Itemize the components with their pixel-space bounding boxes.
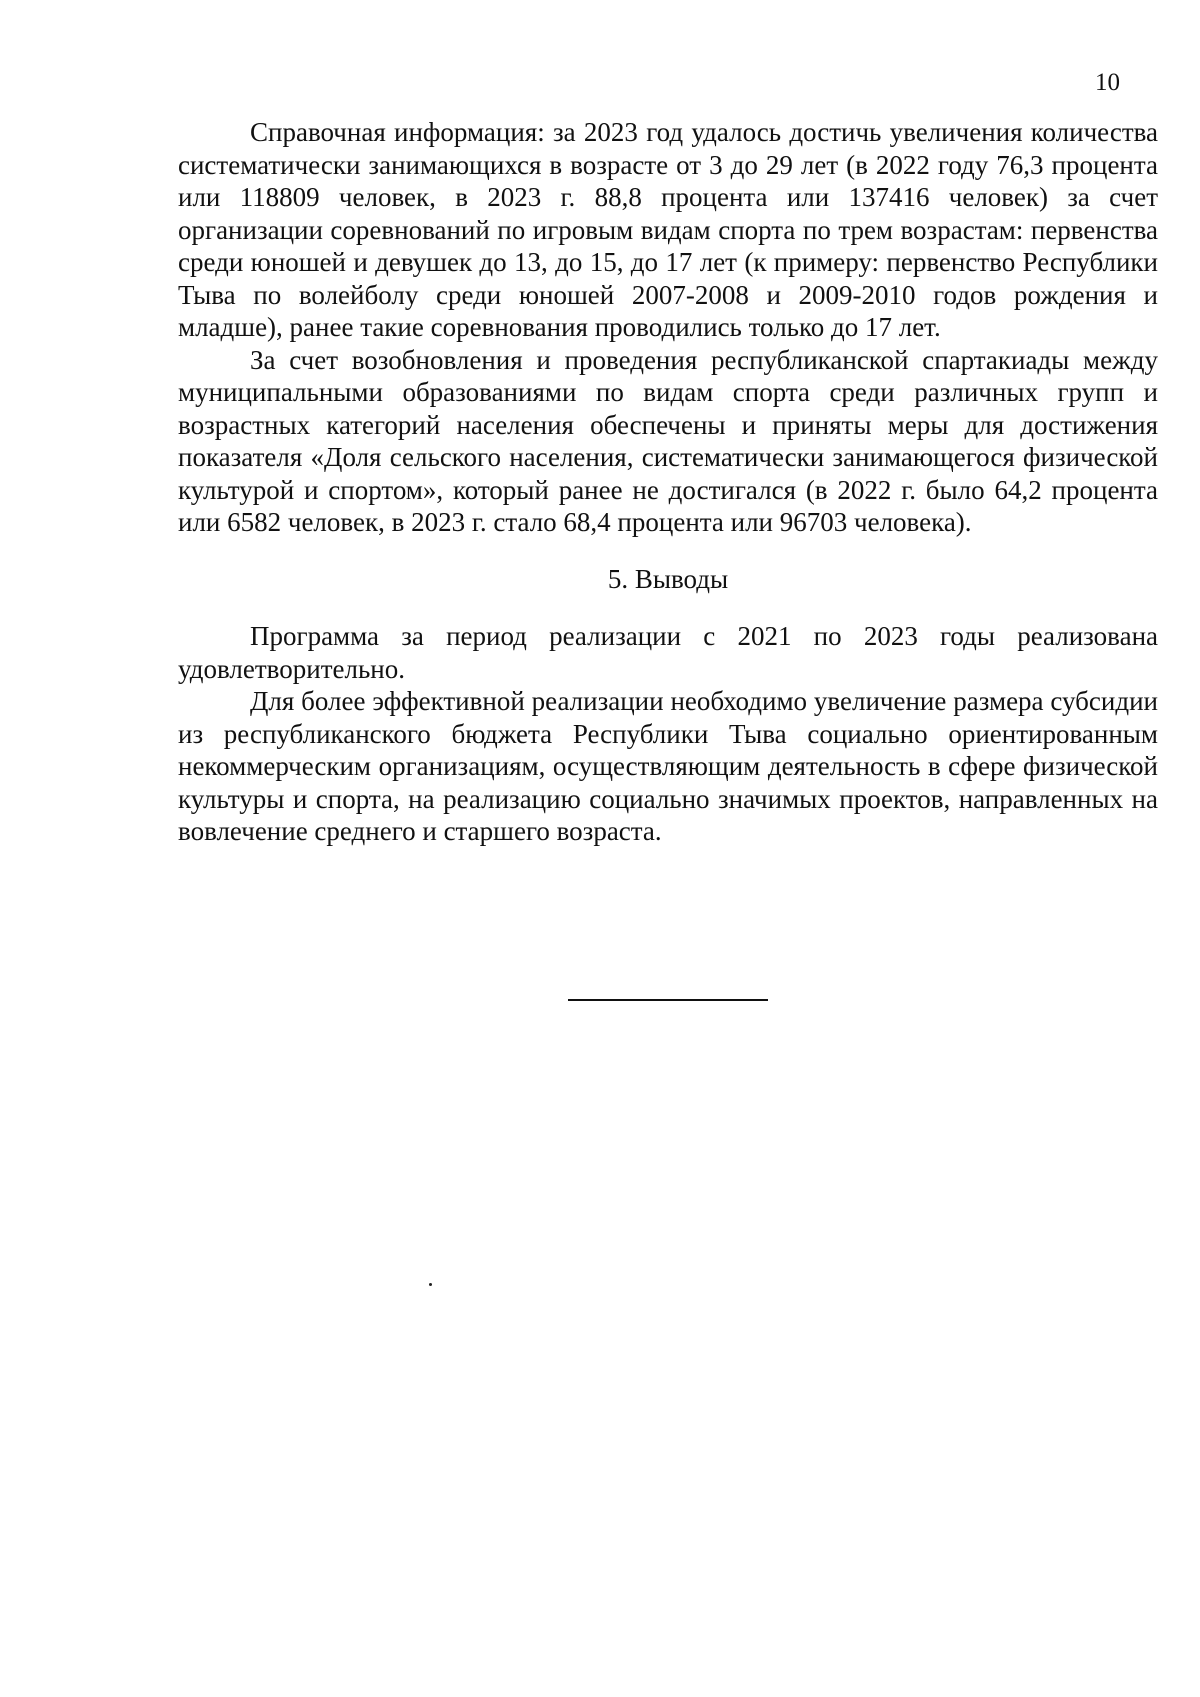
document-body <box>178 116 1158 848</box>
end-of-text-rule <box>568 999 768 1001</box>
paragraph-reference-info: Справочная информация: за 2023 год удалось достичь увеличения количества систематически занимающихся в возрасте от 3 до 29 лет (в 2022 году 76,3 процента или 118809 человек, в 2023 г. 88,8 процента или 137416 человек) за счет организации соревнований по игровым видам спорта по трем возрастам: первенства среди юношей и девушек до 13, до 15, до 17 лет (к примеру: первенство Республики Тыва по волейболу среди юношей 2007-2008 и 2009-2010 годов рождения и младше), ранее такие соревнования проводились только до 17 лет. <box>178 117 1158 342</box>
paragraph-recommendation: Для более эффективной реализации необходимо увеличение размера субсидии из республиканского бюджета Республики Тыва социально ориентированным некоммерческим организациям, осуществляющим деятельность в сфере физической культуры и спорта, на реализацию социально значимых проектов, направленных на вовлечение среднего и старшего возраста. <box>178 686 1158 846</box>
paragraph-program-result: Программа за период реализации с 2021 по 2023 годы реализована удовлетворительно. <box>178 621 1158 684</box>
scan-speck <box>429 1283 432 1286</box>
section-heading-conclusions: 5. Выводы <box>607 563 729 594</box>
page-number: 10 <box>1095 69 1120 96</box>
paragraph-spartakiada: За счет возобновления и проведения республиканской спартакиады между муниципальными образованиями по видам спорта среди различных групп и возрастных категорий населения обеспечены и приняты меры для достижения показателя «Доля сельского населения, систематически занимающегося физической культурой и спортом», который ранее не достигался (в 2022 г. было 64,2 процента или 6582 человек, в 2023 г. стало 68,4 процента или 96703 человека). <box>178 344 1158 537</box>
